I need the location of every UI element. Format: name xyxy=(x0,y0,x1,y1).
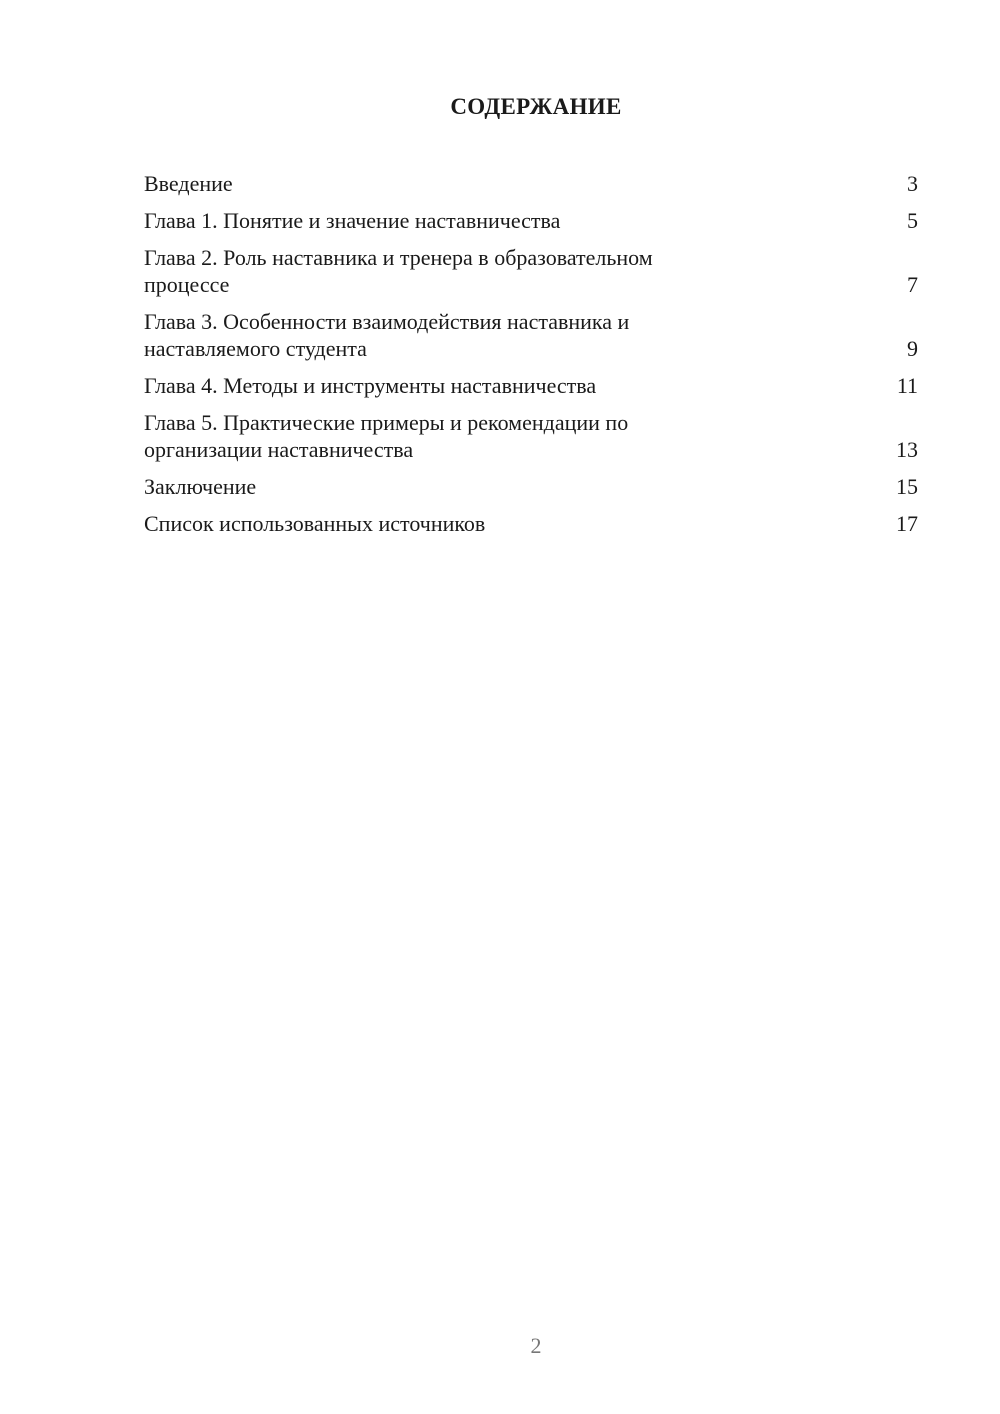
toc-entry-page: 9 xyxy=(907,336,918,361)
toc-entry-title: Введение xyxy=(144,171,233,196)
toc-entry-introduction[interactable] xyxy=(144,170,918,197)
toc-entry-chapter-1[interactable] xyxy=(144,207,918,234)
page-title: СОДЕРЖАНИЕ xyxy=(450,94,622,119)
toc-entry-chapter-5[interactable] xyxy=(144,409,918,463)
toc-entry-chapter-2[interactable] xyxy=(144,244,918,298)
page-number: 2 xyxy=(530,1333,542,1358)
table-of-contents xyxy=(144,170,918,547)
toc-entry-conclusion[interactable] xyxy=(144,473,918,500)
toc-entry-page: 3 xyxy=(907,171,918,196)
toc-entry-chapter-4[interactable] xyxy=(144,372,918,399)
toc-entry-page: 11 xyxy=(896,373,918,398)
toc-entry-title: Глава 2. Роль наставника и тренера в образовательном процессе xyxy=(144,245,653,297)
toc-entry-page: 5 xyxy=(907,208,918,233)
toc-entry-page: 7 xyxy=(907,272,918,297)
toc-entry-chapter-3[interactable] xyxy=(144,308,918,362)
toc-entry-page: 13 xyxy=(896,437,918,462)
toc-entry-page: 17 xyxy=(896,511,918,536)
toc-entry-title: Глава 1. Понятие и значение наставничества xyxy=(144,208,561,233)
toc-entry-title: Глава 5. Практические примеры и рекомендации по организации наставничества xyxy=(144,410,629,462)
toc-entry-title: Список использованных источников xyxy=(144,511,486,536)
toc-entry-page: 15 xyxy=(896,474,918,499)
toc-entry-title: Глава 3. Особенности взаимодействия наставника и наставляемого студента xyxy=(144,309,630,361)
toc-entry-title: Заключение xyxy=(144,474,257,499)
toc-entry-references[interactable] xyxy=(144,510,918,537)
toc-entry-title: Глава 4. Методы и инструменты наставничества xyxy=(144,373,597,398)
